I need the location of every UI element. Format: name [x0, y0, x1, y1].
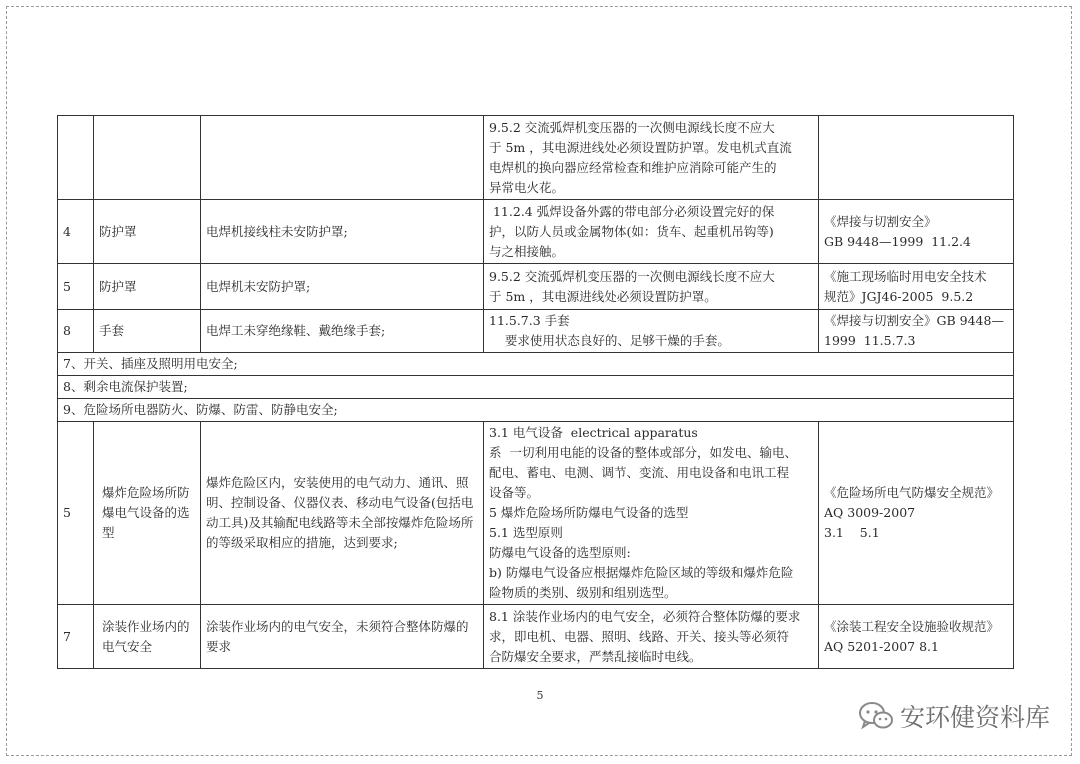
- watermark-text: 安环健资料库: [899, 703, 1050, 732]
- issue-cell: [201, 116, 484, 200]
- clause-line: b) 防爆电气设备应根据爆炸危险区域的等级和爆炸危险: [489, 565, 794, 580]
- standard-cell: [819, 200, 1014, 264]
- clause-cell: [484, 605, 819, 669]
- clause-line: 于 5m ，其电源进线处必须设置防护罩。发电机式直流: [489, 139, 792, 155]
- issue-cell: 电焊机接线柱未安防护罩;: [201, 200, 484, 264]
- clause-line: 5.1 选型原则: [489, 525, 563, 540]
- section-heading: 9、危险场所电器防火、防爆、防雷、防静电安全;: [58, 399, 1014, 422]
- standard-line: 《涂装工程安全设施验收规范》: [824, 618, 1000, 634]
- standard-cell: [819, 310, 1014, 353]
- standard-line: 3.1 5.1: [824, 525, 880, 540]
- section-row: [58, 399, 1014, 422]
- clause-line: 系 一切利用电能的设备的整体或部分，如发电、输电、: [489, 445, 797, 460]
- clause-cell: [484, 200, 819, 264]
- standard-line: 1999 11.5.7.3: [824, 333, 916, 348]
- clause-line: 合防爆安全要求，严禁乱接临时电线。: [489, 648, 702, 664]
- item-cell: [94, 116, 201, 200]
- standard-line: 《施工现场临时用电安全技术: [824, 268, 987, 284]
- clause-line: 防爆电气设备的选型原则:: [489, 545, 631, 560]
- standard-line: 《危险场所电气防爆安全规范》: [824, 485, 1000, 500]
- clause-line: 于 5m ，其电源进线处必须设置防护罩。: [489, 288, 717, 304]
- table-row: [58, 116, 1014, 200]
- clause-line: 设备等。: [489, 485, 540, 500]
- issue-cell: 电焊机未安防护罩;: [201, 264, 484, 310]
- clause-cell: [484, 264, 819, 310]
- clause-line: 8.1 涂装作业场内的电气安全，必须符合整体防爆的要求: [489, 608, 801, 624]
- wechat-icon: [858, 701, 894, 731]
- table-row: [58, 264, 1014, 310]
- section-row: [58, 376, 1014, 399]
- clause-cell: [484, 116, 819, 200]
- clause-cell: [484, 422, 819, 605]
- standard-line: 规范》JGJ46-2005 9.5.2: [824, 288, 974, 304]
- standard-line: 《焊接与切割安全》GB 9448—: [824, 313, 1004, 328]
- issue-cell: 电焊工未穿绝缘鞋、戴绝缘手套;: [201, 310, 484, 353]
- item-cell: 爆炸危险场所防爆电气设备的选型: [94, 422, 201, 605]
- page-number: 5: [536, 689, 544, 702]
- clause-line: 11.2.4 弧焊设备外露的带电部分必须设置完好的保: [489, 203, 775, 219]
- clause-line: 求，即电机、电器、照明、线路、开关、接头等必须符: [489, 628, 790, 644]
- clause-line: 与之相接触。: [489, 243, 565, 259]
- issue-cell: 爆炸危险区内，安装使用的电气动力、通讯、照明、控制设备、仪器仪表、移动电气设备(包括电动工具)及其输配电线路等未全部按爆炸危险场所的等级采取相应的措施，达到要求;: [201, 422, 484, 605]
- row-number: 7: [58, 605, 94, 669]
- clause-line: 配电、蓄电、电测、调节、变流、用电设备和电讯工程: [489, 465, 790, 480]
- standard-cell: [819, 422, 1014, 605]
- standard-line: AQ 3009-2007: [824, 505, 916, 520]
- item-cell: 防护罩: [94, 200, 201, 264]
- section-row: [58, 353, 1014, 376]
- standard-cell: [819, 116, 1014, 200]
- item-cell: 涂装作业场内的电气安全: [94, 605, 201, 669]
- row-number: 5: [58, 422, 94, 605]
- table-row: [58, 310, 1014, 353]
- table-row: [58, 605, 1014, 669]
- standard-cell: [819, 605, 1014, 669]
- table-row: [58, 200, 1014, 264]
- clause-line: 11.5.7.3 手套: [489, 313, 570, 328]
- clause-line: 护，以防人员或金属物体(如：货车、起重机吊钩等): [489, 223, 774, 239]
- clause-line: 异常电火花。: [489, 179, 565, 195]
- safety-inspection-table: [57, 115, 1014, 669]
- clause-line: 电焊机的换向器应经常检查和维护应消除可能产生的: [489, 159, 777, 175]
- standard-line: 《焊接与切割安全》: [824, 213, 937, 229]
- section-heading: 8、剩余电流保护装置;: [58, 376, 1014, 399]
- clause-line: 3.1 电气设备 electrical apparatus: [489, 425, 698, 440]
- clause-line: 5 爆炸危险场所防爆电气设备的选型: [489, 505, 689, 520]
- standard-line: AQ 5201-2007 8.1: [824, 638, 939, 654]
- item-cell: 手套: [94, 310, 201, 353]
- row-number: 5: [58, 264, 94, 310]
- issue-cell: 涂装作业场内的电气安全，未须符合整体防爆的要求: [201, 605, 484, 669]
- section-heading: 7、开关、插座及照明用电安全;: [58, 353, 1014, 376]
- clause-cell: [484, 310, 819, 353]
- standard-cell: [819, 264, 1014, 310]
- row-number: [58, 116, 94, 200]
- row-number: 8: [58, 310, 94, 353]
- clause-line: 9.5.2 交流弧焊机变压器的一次侧电源线长度不应大: [489, 119, 775, 135]
- standard-line: GB 9448—1999 11.2.4: [824, 233, 971, 249]
- table-row: [58, 422, 1014, 605]
- row-number: 4: [58, 200, 94, 264]
- clause-line: 险物质的类别、级别和组别选型。: [489, 585, 677, 600]
- clause-line: 要求使用状态良好的、足够干燥的手套。: [489, 333, 730, 348]
- item-cell: 防护罩: [94, 264, 201, 310]
- watermark: [858, 698, 1050, 734]
- clause-line: 9.5.2 交流弧焊机变压器的一次侧电源线长度不应大: [489, 268, 775, 284]
